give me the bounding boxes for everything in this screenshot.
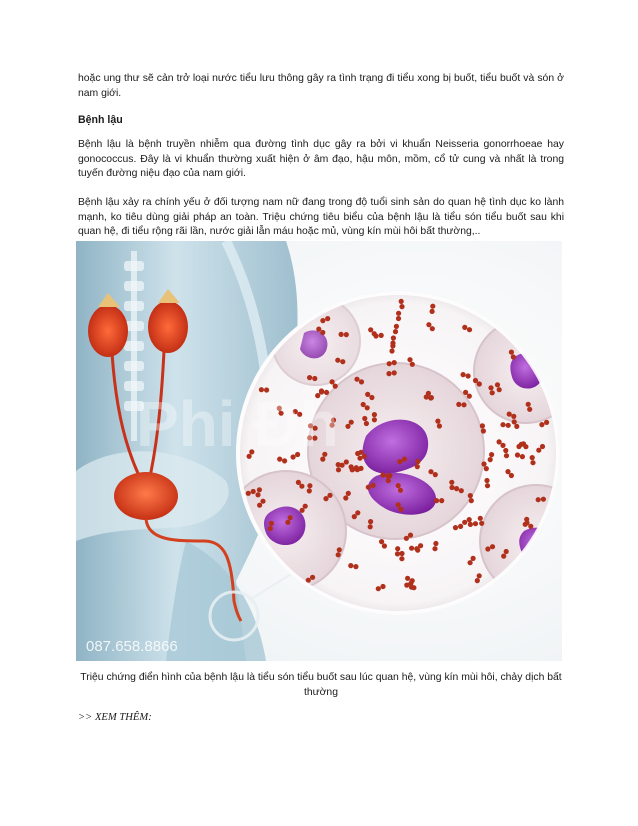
bacterium-dot [405, 576, 410, 581]
bacterium-dot [257, 503, 262, 508]
bacterium-dot [372, 417, 377, 422]
bacterium-dot [303, 504, 308, 509]
bacterium-dot [364, 421, 369, 426]
bacterium-dot [366, 485, 371, 490]
bacterium-dot [365, 392, 370, 397]
bacterium-dot [392, 370, 397, 375]
bacterium-dot [540, 444, 545, 449]
illustration-svg [76, 241, 562, 661]
bacterium-dot [453, 525, 458, 530]
bacterium-dot [480, 423, 485, 428]
bacterium-dot [501, 554, 506, 559]
bacterium-dot [325, 316, 330, 321]
bacterium-dot [349, 420, 354, 425]
bacterium-dot [399, 556, 404, 561]
bacterium-dot [307, 488, 312, 493]
bacterium-dot [379, 333, 384, 338]
bacterium-dot [539, 422, 544, 427]
bacterium-dot [386, 473, 391, 478]
bacterium-dot [541, 497, 546, 502]
section-heading: Bệnh lậu [78, 114, 123, 126]
watermark-text: Phi Đh [136, 388, 339, 460]
bacterium-dot [430, 304, 435, 309]
bacterium-dot [481, 428, 486, 433]
bacterium-dot [497, 387, 502, 392]
bacterium-dot [408, 533, 413, 538]
bacterium-dot [485, 483, 490, 488]
bacterium-dot [426, 391, 431, 396]
bacterium-dot [527, 407, 532, 412]
bacterium-dot [361, 402, 366, 407]
bacterium-dot [327, 493, 332, 498]
bacterium-dot [365, 405, 370, 410]
bacterium-dot [312, 376, 317, 381]
bacterium-dot [459, 488, 464, 493]
bacterium-dot [488, 457, 493, 462]
bacterium-dot [371, 483, 376, 488]
bacterium-dot [393, 329, 398, 334]
bacterium-dot [398, 488, 403, 493]
bacterium-dot [353, 466, 358, 471]
bacterium-dot [348, 563, 353, 568]
bacterium-dot [490, 390, 495, 395]
bacterium-dot [471, 556, 476, 561]
bacterium-dot [500, 422, 505, 427]
bacterium-dot [395, 546, 400, 551]
bacterium-dot [433, 472, 438, 477]
bacterium-dot [408, 581, 413, 586]
watermark-phone: 087.658.8866 [86, 638, 178, 655]
bacterium-dot [505, 469, 510, 474]
bacterium-dot [410, 362, 415, 367]
bacterium-dot [310, 575, 315, 580]
bacterium-dot [478, 516, 483, 521]
bacterium-dot [382, 543, 387, 548]
bacterium-dot [251, 489, 256, 494]
bacterium-dot [449, 485, 454, 490]
bacterium-dot [316, 327, 321, 332]
bacterium-dot [330, 379, 335, 384]
definition-paragraph: Bệnh lậu là bệnh truyền nhiễm qua đường tình dục gây ra bởi vi khuẩn Neisseria gonorrhoeae hay gonococcus. Đây là vi khuẩn thường xuất hiện ở âm đạo, hậu môn, mồm, cổ tử cung và nhất là trong tuyến đường niệu đạo của nam giới. [78, 139, 564, 179]
bacterium-dot [504, 549, 509, 554]
bacterium-dot [396, 311, 401, 316]
bacterium-dot [300, 508, 305, 513]
bacterium-dot [434, 498, 439, 503]
bacterium-dot [504, 453, 509, 458]
bacterium-dot [415, 459, 420, 464]
bacterium-dot [503, 448, 508, 453]
bacterium-dot [463, 390, 468, 395]
bacterium-dot [386, 371, 391, 376]
bacterium-dot [323, 496, 328, 501]
bacterium-dot [299, 484, 304, 489]
bacterium-dot [362, 416, 367, 421]
bacterium-dot [307, 483, 312, 488]
bacterium-dot [469, 498, 474, 503]
bacterium-dot [320, 330, 325, 335]
bacterium-dot [353, 564, 358, 569]
bacterium-dot [380, 472, 385, 477]
bacterium-dot [390, 341, 395, 346]
bacterium-dot [449, 480, 454, 485]
bacterium-dot [495, 382, 500, 387]
bacterium-dot [430, 309, 435, 314]
bacterium-dot [373, 333, 378, 338]
bacterium-dot [536, 497, 541, 502]
bacterium-dot [409, 546, 414, 551]
bacterium-dot [530, 455, 535, 460]
bacterium-dot [386, 478, 391, 483]
bacterium-dot [511, 414, 516, 419]
bacterium-dot [506, 423, 511, 428]
bacterium-dot [509, 473, 514, 478]
bacterium-dot [467, 327, 472, 332]
bacterium-dot [430, 326, 435, 331]
bacterium-dot [246, 491, 251, 496]
bacterium-dot [359, 379, 364, 384]
gonorrhea-illustration [76, 241, 562, 661]
intro-paragraph: hoặc ung thư sẽ cản trở loại nước tiểu lưu thông gây ra tình trạng đi tiểu xong bị buốt, tiểu buốt và són ở nam giới. [78, 73, 564, 99]
bacterium-dot [461, 402, 466, 407]
bacterium-dot [346, 491, 351, 496]
bacterium-dot [497, 439, 502, 444]
bacterium-dot [368, 519, 373, 524]
bacterium-dot [415, 464, 420, 469]
bacterium-dot [500, 443, 505, 448]
bacterium-dot [379, 539, 384, 544]
bacterium-dot [456, 402, 461, 407]
bacterium-dot [489, 452, 494, 457]
bacterium-dot [354, 377, 359, 382]
bacterium-dot [399, 299, 404, 304]
bacterium-dot [462, 520, 467, 525]
bacterium-dot [512, 419, 517, 424]
bacterium-dot [435, 419, 440, 424]
bacterium-dot [396, 483, 401, 488]
bacterium-dot [395, 551, 400, 556]
bacterium-dot [507, 412, 512, 417]
bacterium-dot [485, 546, 490, 551]
bacterium-dot [528, 524, 533, 529]
bacterium-dot [257, 487, 262, 492]
bacterium-dot [414, 546, 419, 551]
bacterium-dot [467, 517, 472, 522]
bacterium-dot [336, 462, 341, 467]
bacterium-dot [515, 452, 520, 457]
bacterium-dot [479, 521, 484, 526]
bacterium-dot [454, 486, 459, 491]
bacterium-dot [462, 325, 467, 330]
bacterium-dot [355, 451, 360, 456]
bacterium-dot [368, 524, 373, 529]
bacterium-dot [345, 424, 350, 429]
bacterium-dot [376, 586, 381, 591]
bacterium-dot [514, 424, 519, 429]
bacterium-dot [344, 459, 349, 464]
bacterium-dot [536, 448, 541, 453]
bacterium-dot [511, 354, 516, 359]
bacterium-dot [269, 521, 274, 526]
bacterium-dot [520, 454, 525, 459]
bacterium-dot [288, 515, 293, 520]
bacterium-dot [467, 394, 472, 399]
bacterium-dot [484, 466, 489, 471]
bacterium-dot [481, 461, 486, 466]
bacterium-dot [339, 332, 344, 337]
bacterium-dot [468, 493, 473, 498]
bacterium-dot [394, 324, 399, 329]
bacterium-dot [268, 526, 273, 531]
bacterium-dot [335, 358, 340, 363]
bacterium-dot [488, 385, 493, 390]
bacterium-dot [399, 551, 404, 556]
bacterium-dot [320, 318, 325, 323]
bacterium-dot [396, 316, 401, 321]
bacterium-dot [490, 544, 495, 549]
bacterium-dot [473, 521, 478, 526]
bacterium-dot [343, 495, 348, 500]
symptoms-paragraph: Bệnh lậu xảy ra chính yếu ở đối tượng nam nữ đang trong độ tuổi sinh sản do quan hệ tình dục ko lành mạnh, ko tiêu dùng giải pháp an toàn. Triệu chứng tiêu biểu của bệnh lậu là tiểu són tiểu buốt sau khi quan hệ, đi tiểu rộng rãi lần, nước giải lẫn máu hoặc mủ, vùng kín mùi hôi bất thường,.. [78, 197, 564, 237]
bacterium-dot [368, 327, 373, 332]
bacterium-dot [484, 478, 489, 483]
bacterium-dot [391, 335, 396, 340]
bacterium-dot [352, 514, 357, 519]
bacterium-dot [433, 541, 438, 546]
bacterium-dot [358, 466, 363, 471]
bacterium-dot [398, 507, 403, 512]
bacterium-dot [468, 560, 473, 565]
bacterium-dot [466, 373, 471, 378]
bacterium-dot [523, 444, 528, 449]
bacterium-dot [411, 585, 416, 590]
bacterium-dot [468, 522, 473, 527]
bacterium-dot [475, 578, 480, 583]
bacterium-dot [426, 322, 431, 327]
bacterium-dot [428, 395, 433, 400]
bacterium-dot [285, 520, 290, 525]
see-more-label[interactable]: >> XEM THÊM: [78, 712, 152, 723]
bacterium-dot [389, 348, 394, 353]
bacterium-dot [357, 456, 362, 461]
bacterium-dot [387, 361, 392, 366]
bacterium-dot [407, 357, 412, 362]
bacterium-dot [509, 350, 514, 355]
bacterium-dot [340, 359, 345, 364]
bacterium-dot [260, 499, 265, 504]
bacterium-dot [399, 304, 404, 309]
bacterium-dot [437, 423, 442, 428]
bacterium-dot [392, 360, 397, 365]
bacterium-dot [404, 536, 409, 541]
bacterium-dot [428, 469, 433, 474]
bacterium-dot [526, 402, 531, 407]
figure-caption: Triệu chứng điển hình của bệnh lậu là tiểu són tiểu buốt sau lúc quan hệ, vùng kín mùi hôi, chảy dịch bất thường [80, 672, 562, 698]
bacterium-dot [372, 412, 377, 417]
bacterium-dot [397, 459, 402, 464]
bacterium-dot [337, 547, 342, 552]
bacterium-dot [461, 372, 466, 377]
bacterium-dot [344, 332, 349, 337]
bacterium-dot [336, 552, 341, 557]
bacterium-dot [369, 395, 374, 400]
bacterium-dot [380, 584, 385, 589]
bacterium-dot [336, 467, 341, 472]
bacterium-dot [432, 546, 437, 551]
bacterium-dot [544, 420, 549, 425]
bacterium-dot [477, 573, 482, 578]
bacterium-dot [458, 524, 463, 529]
bacterium-dot [439, 498, 444, 503]
bacterium-dot [402, 457, 407, 462]
bacterium-dot [396, 502, 401, 507]
bacterium-dot [519, 442, 524, 447]
bacterium-dot [530, 460, 535, 465]
bacterium-dot [255, 492, 260, 497]
bacterium-dot [307, 375, 312, 380]
bacterium-dot [477, 381, 482, 386]
